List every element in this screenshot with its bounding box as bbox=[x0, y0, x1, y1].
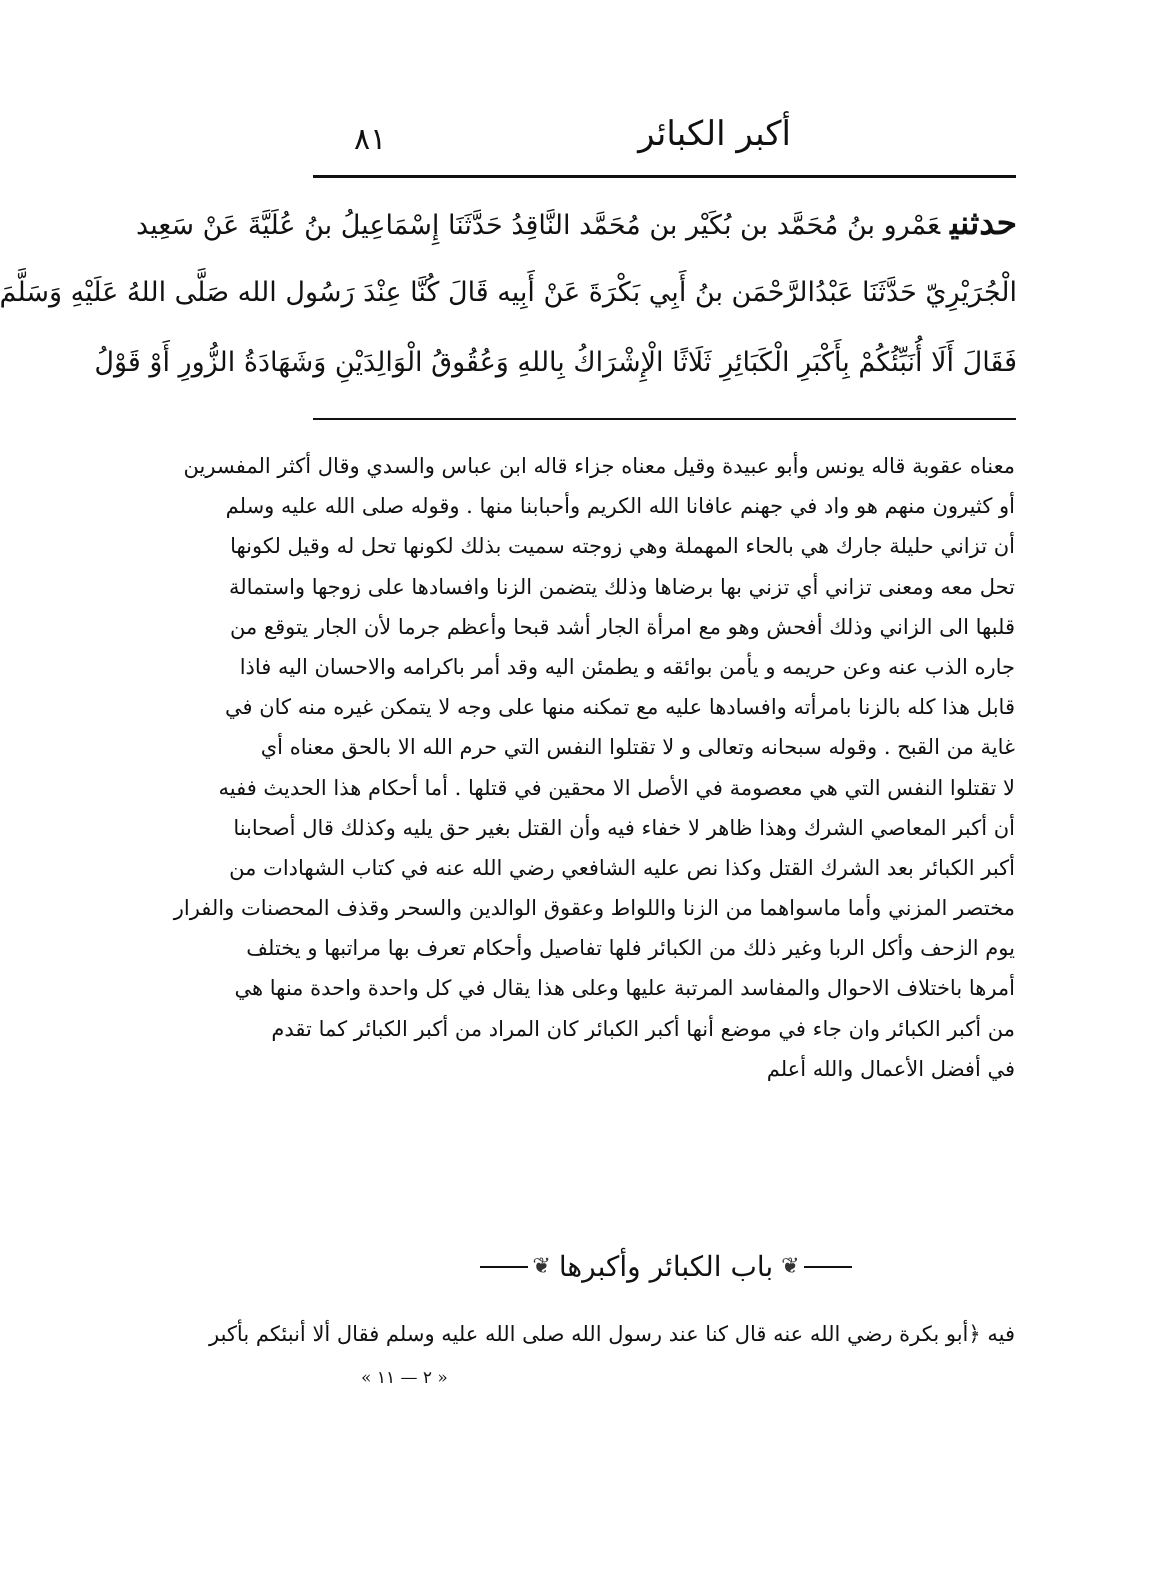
commentary-line: لا تقتلوا النفس التي هي معصومة في الأصل الا محقين في قتلها . أما أحكام هذا الحديث ففيه bbox=[218, 775, 1015, 800]
commentary-line: يوم الزحف وأكل الربا وغير ذلك من الكبائر فلها تفاصيل وأحكام تعرف بها مراتبها و يختلف bbox=[246, 936, 1015, 961]
commentary-line: مختصر المزني وأما ماسواهما من الزنا واللواط وعقوق الوالدين والسحر وقذف المحصنات والفرار bbox=[173, 896, 1015, 921]
commentary-line: قابل هذا كله بالزنا بامرأته وافسادها عليه مع تمكنه منها على وجه لا يتمكن غيره منه كان في bbox=[225, 695, 1015, 720]
commentary-line: أو كثيرون منهم هو واد في جهنم عافانا الله الكريم وأحبابنا منها . وقوله صلى الله عليه وسلم bbox=[225, 494, 1015, 519]
commentary-line: أمرها باختلاف الاحوال والمفاسد المرتبة عليها وعلى هذا يقال في كل واحدة واحدة منها هي bbox=[234, 976, 1015, 1001]
section-divider-rule bbox=[313, 418, 1016, 420]
commentary-line: في أفضل الأعمال والله أعلم bbox=[766, 1056, 1015, 1081]
hadith-opening-word: حدثني bbox=[950, 203, 1017, 242]
ornament-dash bbox=[480, 1266, 528, 1268]
commentary-line: من أكبر الكبائر وان جاء في موضع أنها أكبر الكبائر كان المراد من أكبر الكبائر كما تقدم bbox=[271, 1016, 1015, 1041]
commentary-line: غاية من القبح . وقوله سبحانه وتعالى و لا تقتلوا النفس التي حرم الله الا بالحق معناه أي bbox=[260, 735, 1015, 760]
hadith-line-text: عَمْرو بنُ مُحَمَّد بن بُكَيْر بن مُحَمَّد النَّاقِدُ حَدَّثَنَا إِسْمَاعِيلُ بنُ عُلَيَّةَ عَنْ سَعِيد bbox=[136, 210, 941, 241]
page-number: ٨١ bbox=[354, 122, 387, 157]
hadith-line: فَقَالَ أَلَا أُنَبِّئُكُمْ بِأَكْبَرِ الْكَبَائِرِ ثَلَاثًا الْإِشْرَاكُ بِاللهِ وَعُقُوقُ الْوَالِدَيْنِ وَشَهَادَةُ الزُّورِ أَوْ قَوْلُ bbox=[94, 347, 1017, 378]
chapter-heading bbox=[317, 1242, 1015, 1288]
ornament-dash bbox=[804, 1266, 852, 1268]
floral-ornament-icon: ❦ bbox=[781, 1253, 800, 1279]
commentary-line: أن أكبر المعاصي الشرك وهذا ظاهر لا خفاء فيه وأن القتل بغير حق يليه وكذلك قال أصحابنا bbox=[233, 815, 1015, 840]
hadith-line bbox=[136, 188, 1017, 258]
commentary-text-block bbox=[173, 446, 1015, 1089]
hadith-line: الْجُرَيْرِيّ حَدَّثَنَا عَبْدُالرَّحْمَن بنُ أَبِي بَكْرَةَ عَنْ أَبِيه قَالَ كُنَّا عِنْدَ رَسُول الله صَلَّى اللهُ عَلَيْهِ وَسَلَّمَ bbox=[0, 277, 1017, 308]
commentary-line: تحل معه ومعنى تزاني أي تزني بها برضاها وذلك يتضمن الزنا وافسادها على زوجها واستمالة bbox=[228, 574, 1015, 599]
commentary-line: أكبر الكبائر بعد الشرك القتل وكذا نص عليه الشافعي رضي الله عنه في كتاب الشهادات من bbox=[229, 855, 1015, 880]
floral-ornament-icon: ❦ bbox=[532, 1253, 551, 1279]
running-title: أكبر الكبائر bbox=[638, 114, 791, 154]
printer-signature-mark: « ٢ — ١١ » bbox=[361, 1368, 448, 1388]
hadith-text-block bbox=[0, 188, 1017, 398]
chapter-title: باب الكبائر وأكبرها bbox=[558, 1249, 774, 1283]
chapter-body-line: فيه ﴿أبو بكرة رضي الله عنه قال كنا عند رسول الله صلى الله عليه وسلم فقال ألا أنبئكم بأكبر bbox=[209, 1322, 1015, 1346]
commentary-line: أن تزاني حليلة جارك هي بالحاء المهملة وهي زوجته سميت بذلك لكونها تحل له وقيل لكونها bbox=[230, 534, 1015, 559]
commentary-line: معناه عقوبة قاله يونس وأبو عبيدة وقيل معناه جزاء قاله ابن عباس والسدي وقال أكثر المفسرين bbox=[183, 454, 1015, 478]
commentary-line: قلبها الى الزاني وذلك أفحش وهو مع امرأة الجار أشد قبحا وأعظم جرما لأن الجار يتوقع من bbox=[230, 614, 1015, 639]
commentary-line: جاره الذب عنه وعن حريمه و يأمن بوائقه و يطمئن اليه وقد أمر باكرامه والاحسان اليه فاذا bbox=[239, 654, 1015, 679]
header-rule bbox=[313, 175, 1016, 178]
page-header bbox=[316, 112, 1016, 168]
